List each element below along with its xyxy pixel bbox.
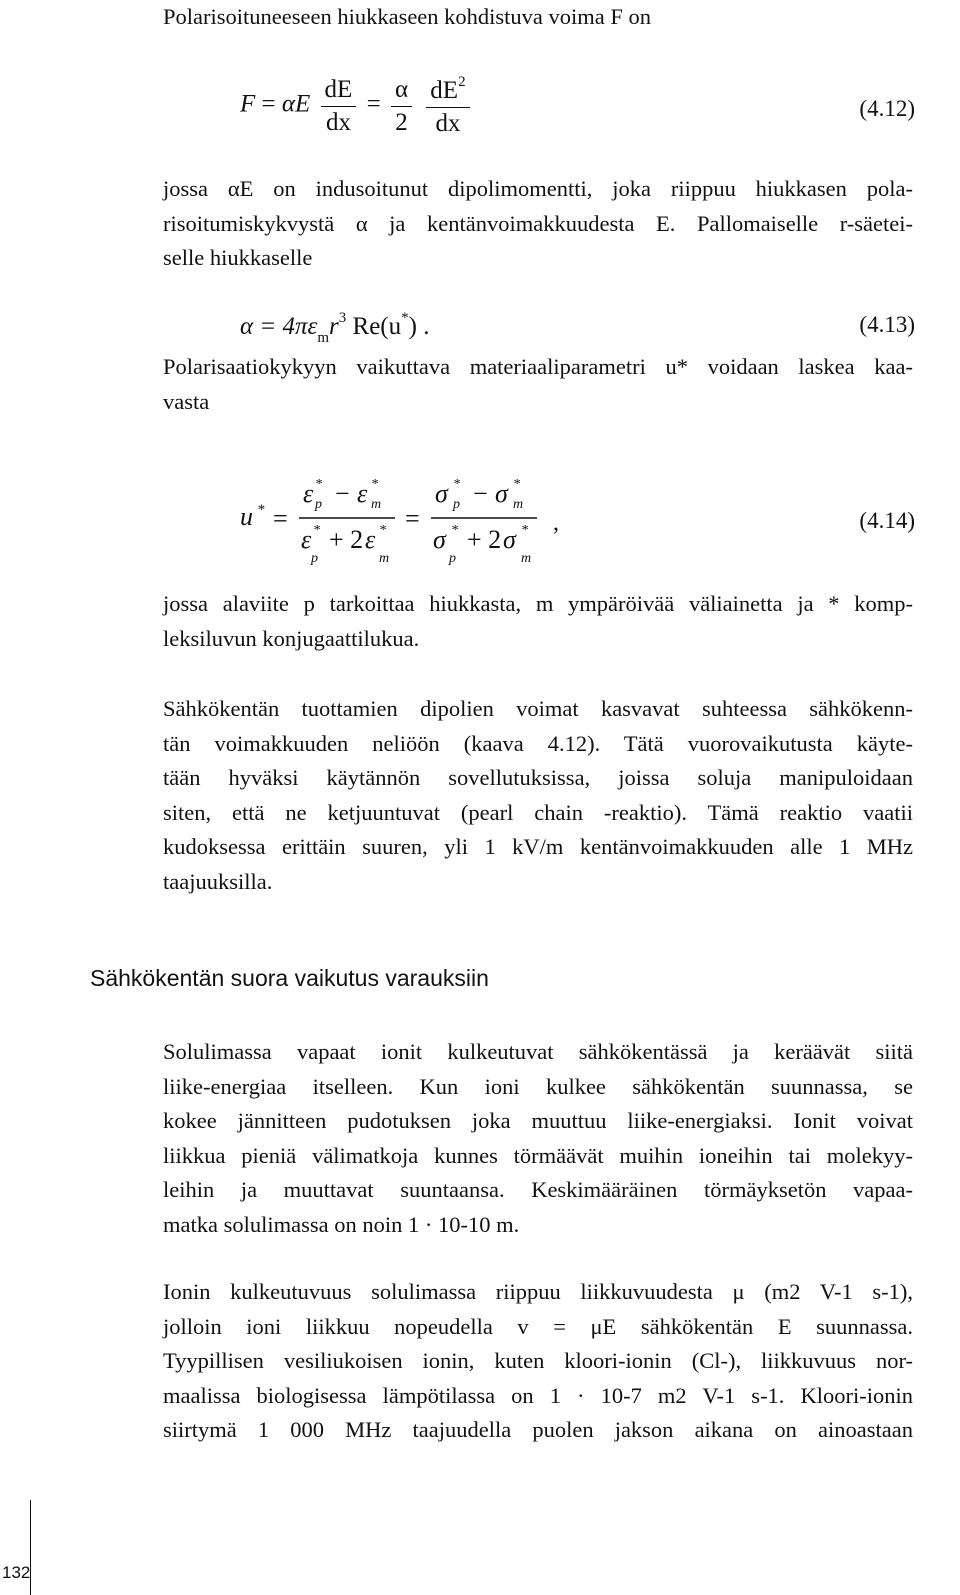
text-line: tän voimakkuuden neliöön (kaava 4.12). Tätä vuorovaikutusta käyte- (163, 730, 913, 756)
svg-text:ε: ε (357, 479, 368, 508)
svg-text:*: * (513, 477, 520, 492)
svg-text:+ 2: + 2 (329, 525, 364, 554)
svg-text:+ 2: + 2 (467, 525, 502, 554)
svg-text:*: * (453, 477, 460, 492)
svg-text:m: m (513, 497, 524, 512)
text-line: siten, että ne ketjuuntuvat (pearl chain -reaktio). Tämä reaktio vaatii (163, 799, 913, 825)
text-line: selle hiukkaselle (163, 245, 313, 270)
svg-text:=: = (405, 504, 420, 533)
svg-text:m: m (379, 551, 390, 566)
text-line: liike-energiaa itselleen. Kun ioni kulkee sähkökentän suunnassa, se (163, 1073, 913, 1099)
text-line: leksiluvun konjugaattilukua. (163, 625, 420, 651)
svg-text:σ: σ (433, 525, 446, 554)
paragraph-dipole-forces (163, 692, 913, 899)
svg-text:*: * (313, 523, 320, 538)
text-line: Ionin kulkeutuvuus solulimassa riippuu liikkuvuudesta μ (m2 V-1 s-1), (163, 1279, 913, 1304)
paragraph-polarisation (163, 350, 913, 419)
svg-text:u: u (240, 502, 253, 531)
svg-text:−: − (335, 479, 350, 508)
svg-text:*: * (451, 523, 458, 538)
svg-text:p: p (315, 497, 322, 512)
text-line: Solulimassa vapaat ionit kulkeutuvat sähkökentässä ja keräävät siitä (163, 1039, 913, 1064)
svg-text:ε: ε (365, 525, 376, 554)
eq-symbol: F (240, 90, 256, 118)
svg-text:σ: σ (495, 479, 508, 508)
svg-text:σ: σ (503, 525, 516, 554)
svg-text:p: p (311, 551, 318, 566)
svg-text:*: * (315, 477, 322, 492)
text-line: Tyypillisen vesiliukoisen ionin, kuten kloori-ionin (Cl-), liikkuvuus nor- (163, 1348, 913, 1373)
eq-symbol: αE (281, 90, 311, 118)
svg-text:−: − (473, 479, 488, 508)
svg-text:p: p (453, 497, 460, 512)
fraction: $\frac{\alpha}{2}$ (391, 76, 412, 137)
text-line: jossa alaviite p tarkoittaa hiukkasta, m ympäröivää väliainetta ja * komp- (163, 591, 913, 616)
paragraph-free-ions (163, 1035, 913, 1242)
svg-text:ε: ε (303, 479, 314, 508)
equation-4-14 (235, 470, 575, 570)
svg-text:ε: ε (301, 525, 312, 554)
text-line: maalissa biologisessa lämpötilassa on 1 · 10-7 m2 V-1 s-1. Kloori-ionin (163, 1382, 913, 1408)
text-line: risoitumiskykvystä α ja kentänvoimakkuudesta E. Pallomaiselle r-säetei- (163, 210, 913, 236)
text-line: Polarisoituneeseen hiukkaseen kohdistuva voima F on (163, 4, 652, 29)
svg-text:m: m (371, 497, 382, 512)
equation-number: (4.12) (859, 96, 915, 121)
equation-4-13: $\alpha = 4\pi\varepsilon_mr^3$ Re(u*) . (240, 310, 430, 346)
text-line: kudoksessa erittäin suuren, yli 1 kV/m kentänvoimakkuuden alle 1 MHz (163, 834, 913, 859)
text-line: Polarisaatiokykyyn vaikuttava materiaaliparametri u* voidaan laskea kaa- (163, 354, 913, 379)
svg-text:p: p (449, 551, 456, 566)
svg-text:*: * (379, 523, 386, 538)
text-line: siirtymä 1 000 MHz taajuudella puolen jakson aikana on ainoastaan (163, 1417, 913, 1442)
intro-paragraph (163, 0, 913, 35)
page-number: 132 (2, 1563, 31, 1582)
text-line: matka solulimassa on noin 1 · 10-10 m. (163, 1211, 520, 1237)
text-line: vasta (163, 388, 210, 414)
equation-number: (4.14) (859, 508, 915, 533)
equation-number: (4.13) (859, 312, 915, 337)
text-line: jossa αE on indusoitunut dipolimomentti, joka riippuu hiukkasen pola- (163, 176, 913, 201)
svg-text:σ: σ (435, 479, 448, 508)
svg-text:*: * (371, 477, 378, 492)
svg-text:*: * (521, 523, 528, 538)
text-line: kokee jännitteen pudotuksen joka muuttuu liike-energiaksi. Ionit voivat (163, 1108, 913, 1133)
svg-text:m: m (521, 551, 532, 566)
svg-text:,: , (553, 510, 559, 536)
text-line: leihin ja muuttavat suuntaansa. Keskimääräinen törmäyksetön vapaa- (163, 1177, 913, 1202)
text-line: jolloin ioni liikkuu nopeudella v = μE sähkökentän E suunnassa. (163, 1313, 913, 1339)
fraction: $\frac{dE}{dx}$ (321, 76, 357, 137)
equation-4-12: F = αE $\frac{dE}{dx}$ = $\frac{\alpha}{2}$ $\frac{dE^2}{dx}$ (240, 74, 474, 138)
text-line: tään hyväksi käytännön sovellutuksissa, joissa soluja manipuloidaan (163, 765, 913, 790)
fraction: $\frac{dE^2}{dx}$ (426, 74, 469, 138)
text-line: liikkua pieniä välimatkoja kunnes törmäävät muihin ioneihin tai molekyy- (163, 1142, 913, 1168)
text-line: Sähkökentän tuottamien dipolien voimat kasvavat suhteessa sähkökenn- (163, 696, 913, 721)
section-heading: Sähkökentän suora vaikutus varauksiin (90, 965, 489, 991)
text-line: taajuuksilla. (163, 868, 273, 894)
svg-text:=: = (273, 504, 288, 533)
paragraph-dipole (163, 172, 913, 276)
paragraph-ion-mobility (163, 1275, 913, 1448)
svg-text:*: * (257, 502, 265, 518)
paragraph-subscripts (163, 587, 913, 656)
